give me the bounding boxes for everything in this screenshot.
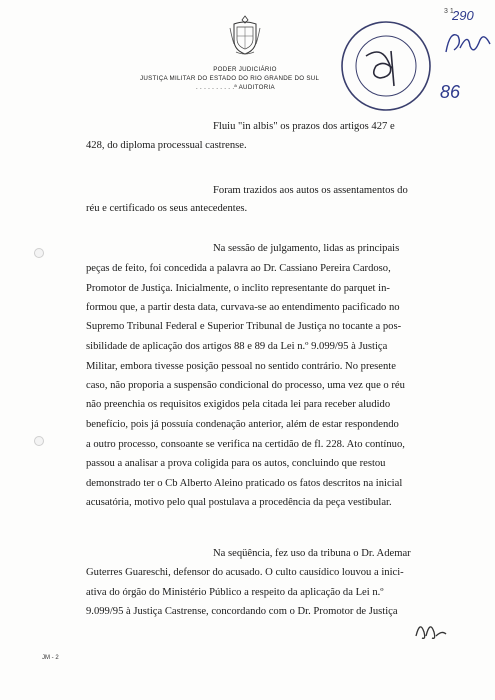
body-line: réu e certificado os seus antecedentes. — [86, 203, 248, 214]
body-line: Na seqüência, fez uso da tribuna o Dr. Ademar — [213, 548, 411, 559]
seal-stamp-icon — [336, 16, 436, 116]
body-line: Supremo Tribunal Federal e Superior Tribunal de Justiça no tocante a pos- — [86, 321, 402, 332]
body-line: não preenchia os requisitos exigidos pela citada lei para receber aludido — [86, 399, 391, 410]
punch-hole — [34, 248, 44, 258]
body-line: benefício, pois já possuía condenação anterior, além de estar respondendo — [86, 419, 399, 430]
stamp-code: 3 1 — [444, 8, 454, 15]
body-line: a outro processo, consoante se verifica na certidão de fl. 228. Ato contínuo, — [86, 439, 405, 450]
punch-hole — [34, 436, 44, 446]
header-court-subtitle: JUSTIÇA MILITAR DO ESTADO DO RIO GRANDE DO SUL — [140, 75, 320, 82]
folio-number: 290 — [452, 8, 474, 23]
body-line: sibilidade de aplicação dos artigos 88 e 89 da Lei n.º 9.099/95 à Justiça — [86, 341, 388, 352]
body-line: Fluiu "in albis" os prazos dos artigos 427 e — [213, 121, 395, 132]
body-line: Promotor de Justiça. Inicialmente, o inclito representante do parquet in- — [86, 283, 390, 294]
form-code: JM - 2 — [42, 655, 59, 661]
body-line: passou a analisar a prova coligida para os autos, concluindo que restou — [86, 458, 386, 469]
body-line: ativa do órgão do Ministério Público a respeito da aplicação da Lei n.º — [86, 587, 384, 598]
coat-of-arms-icon — [228, 14, 262, 56]
page-number: 86 — [440, 82, 461, 102]
body-line: formou que, a partir desta data, curvava-se ao entendimento pacificado no — [86, 302, 400, 313]
body-line: Militar, embora tivesse posição pessoal no sentido contrário. No presente — [86, 361, 396, 372]
handwritten-folio-signature-icon — [440, 22, 494, 62]
handwritten-initials-icon — [412, 616, 450, 644]
body-line: Guterres Guareschi, defensor do acusado. O culto causídico louvou a inici- — [86, 567, 404, 578]
body-line: Foram trazidos aos autos os assentamentos do — [213, 185, 408, 196]
body-line: demonstrado ter o Cb Alberto Aleino praticado os fatos descritos na inicial — [86, 478, 403, 489]
body-line: acusatória, motivo pelo qual postulava a procedência da peça vestibular. — [86, 497, 392, 508]
header-auditoria: . . . . . . . . . .ª AUDITORIA — [196, 84, 275, 91]
body-line: Na sessão de julgamento, lidas as principais — [213, 243, 400, 254]
body-line: 428, do diploma processual castrense. — [86, 140, 247, 151]
header-court-name: PODER JUDICIÁRIO — [213, 66, 277, 73]
body-line: caso, não proporia a suspensão condicional do processo, uma vez que o réu — [86, 380, 405, 391]
body-line: peças de feito, foi concedida a palavra ao Dr. Cassiano Pereira Cardoso, — [86, 263, 391, 274]
body-line: 9.099/95 à Justiça Castrense, concordando com o Dr. Promotor de Justiça — [86, 606, 398, 617]
